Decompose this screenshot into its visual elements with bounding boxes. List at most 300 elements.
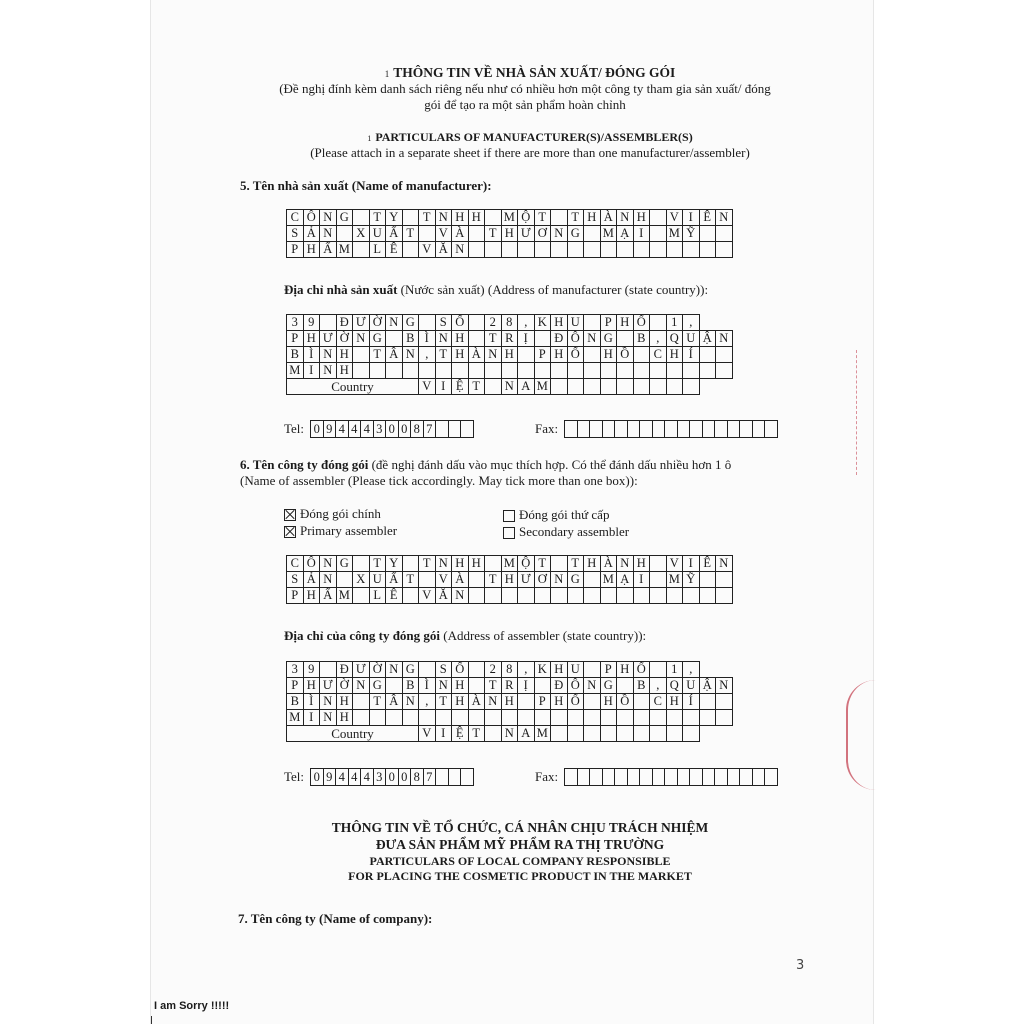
- grid-cell: [617, 678, 634, 694]
- grid-cell: L: [369, 588, 386, 604]
- grid-cell: 8: [501, 315, 518, 331]
- grid-cell: C: [287, 556, 304, 572]
- grid-cell: [633, 726, 650, 742]
- grid-cell: 2: [485, 315, 502, 331]
- grid-cell: Ờ: [336, 331, 353, 347]
- grid-cell: [650, 556, 667, 572]
- primary-assembler-checkbox-en[interactable]: [284, 526, 296, 538]
- manufacturer-name-grid: [286, 209, 733, 258]
- digit-box[interactable]: [765, 769, 778, 786]
- digit-box[interactable]: [461, 421, 474, 438]
- grid-cell: [650, 572, 667, 588]
- grid-cell: [633, 242, 650, 258]
- digit-box[interactable]: 7: [423, 421, 436, 438]
- grid-cell: [320, 315, 337, 331]
- grid-cell: Ạ: [617, 572, 634, 588]
- grid-cell: [551, 379, 568, 395]
- grid-cell: T: [485, 572, 502, 588]
- grid-cell: 3: [287, 315, 304, 331]
- grid-cell: [534, 331, 551, 347]
- section6-label-bold: 6. Tên công ty đóng gói: [240, 457, 369, 472]
- grid-cell: Ê: [386, 242, 403, 258]
- assembler-address-label-bold: Địa chỉ của công ty đóng gói: [284, 628, 441, 643]
- grid-cell: [716, 588, 733, 604]
- grid-cell: [551, 710, 568, 726]
- grid-row: [287, 588, 733, 604]
- digit-box[interactable]: [715, 769, 728, 786]
- primary-assembler-option-en[interactable]: [284, 523, 397, 539]
- grid-cell: 2: [485, 662, 502, 678]
- country-cell: M: [534, 379, 551, 395]
- grid-cell: [584, 694, 601, 710]
- grid-cell: U: [683, 331, 700, 347]
- grid-cell: Â: [386, 347, 403, 363]
- grid-cell: [353, 210, 370, 226]
- grid-cell: N: [320, 363, 337, 379]
- grid-cell: H: [633, 210, 650, 226]
- grid-cell: [468, 242, 485, 258]
- grid-cell: Ê: [699, 556, 716, 572]
- grid-cell: M: [287, 710, 304, 726]
- margin-mark: [151, 1016, 152, 1024]
- digit-box[interactable]: [665, 421, 678, 438]
- grid-cell: [419, 363, 436, 379]
- grid-cell: Ư: [518, 226, 535, 242]
- grid-cell: [485, 210, 502, 226]
- grid-cell: T: [369, 210, 386, 226]
- digit-box[interactable]: 4: [361, 421, 374, 438]
- digit-box[interactable]: [652, 769, 665, 786]
- grid-cell: [584, 572, 601, 588]
- grid-cell: Ô: [567, 678, 584, 694]
- section5-label-text: 5. Tên nhà sản xuất (Name of manufacturer):: [240, 178, 492, 193]
- grid-cell: [435, 363, 452, 379]
- digit-box[interactable]: [627, 421, 640, 438]
- en-header: [250, 128, 810, 146]
- grid-cell: [600, 710, 617, 726]
- grid-cell: [650, 226, 667, 242]
- digit-box[interactable]: [602, 769, 615, 786]
- grid-cell: [353, 347, 370, 363]
- section5-label: [240, 178, 492, 194]
- grid-cell: M: [336, 242, 353, 258]
- digit-box[interactable]: [752, 769, 765, 786]
- grid-cell: [650, 315, 667, 331]
- assembler-tel-boxes: [310, 768, 474, 786]
- digit-box[interactable]: [740, 421, 753, 438]
- grid-cell: [650, 588, 667, 604]
- grid-cell: N: [551, 572, 568, 588]
- grid-cell: G: [600, 331, 617, 347]
- grid-cell: G: [369, 678, 386, 694]
- grid-row: [287, 572, 733, 588]
- grid-cell: H: [666, 694, 683, 710]
- grid-cell: N: [485, 694, 502, 710]
- grid-cell: Ố: [567, 347, 584, 363]
- grid-cell: Ô: [303, 556, 320, 572]
- grid-cell: [650, 662, 667, 678]
- grid-cell: T: [485, 331, 502, 347]
- grid-cell: H: [452, 331, 469, 347]
- digit-box[interactable]: 0: [398, 769, 411, 786]
- grid-cell: [518, 242, 535, 258]
- grid-cell: B: [633, 331, 650, 347]
- vn-title-footnote: 1: [384, 69, 390, 79]
- country-cell: N: [501, 726, 518, 742]
- grid-row: [287, 347, 733, 363]
- grid-cell: [683, 363, 700, 379]
- grid-cell: [600, 379, 617, 395]
- primary-assembler-checkbox[interactable]: [284, 509, 296, 521]
- grid-cell: H: [468, 210, 485, 226]
- grid-cell: [468, 226, 485, 242]
- grid-cell: Ờ: [369, 662, 386, 678]
- grid-cell: [468, 588, 485, 604]
- secondary-assembler-option-vn[interactable]: [503, 507, 609, 523]
- grid-cell: [584, 379, 601, 395]
- grid-cell: [650, 242, 667, 258]
- footer-note: I am Sorry !!!!!: [154, 1000, 230, 1012]
- grid-cell: N: [320, 210, 337, 226]
- grid-cell: [534, 242, 551, 258]
- grid-cell: [353, 363, 370, 379]
- grid-cell: I: [633, 572, 650, 588]
- grid-cell: [485, 710, 502, 726]
- grid-cell: U: [567, 662, 584, 678]
- assembler-address-label: [284, 628, 646, 644]
- grid-cell: Ê: [699, 210, 716, 226]
- digit-box[interactable]: [461, 769, 474, 786]
- digit-box[interactable]: [727, 769, 740, 786]
- grid-cell: Ă: [435, 588, 452, 604]
- grid-cell: [551, 556, 568, 572]
- grid-row: [287, 242, 733, 258]
- country-cell: V: [419, 379, 436, 395]
- grid-cell: N: [617, 556, 634, 572]
- grid-cell: V: [666, 556, 683, 572]
- grid-cell: Ì: [303, 347, 320, 363]
- country-cell: M: [534, 726, 551, 742]
- grid-cell: H: [452, 678, 469, 694]
- country-cell: Ệ: [452, 726, 469, 742]
- grid-cell: N: [320, 572, 337, 588]
- grid-cell: Ì: [419, 331, 436, 347]
- en-note: (Please attach in a separate sheet if there are more than one manufacturer/assembler): [310, 145, 750, 160]
- digit-box[interactable]: [577, 421, 590, 438]
- grid-cell: M: [666, 572, 683, 588]
- primary-assembler-option-vn[interactable]: [284, 506, 381, 522]
- grid-cell: [369, 710, 386, 726]
- digit-box[interactable]: [690, 421, 703, 438]
- grid-cell: [534, 363, 551, 379]
- secondary-assembler-checkbox[interactable]: [503, 510, 515, 522]
- page-number: 3: [796, 958, 805, 973]
- grid-cell: [600, 242, 617, 258]
- box-row: [565, 769, 778, 786]
- digit-box[interactable]: [640, 769, 653, 786]
- grid-cell: [518, 363, 535, 379]
- grid-cell: [501, 710, 518, 726]
- country-cell: [485, 379, 502, 395]
- digit-box[interactable]: 4: [336, 769, 349, 786]
- digit-box[interactable]: [677, 769, 690, 786]
- digit-box[interactable]: [640, 421, 653, 438]
- stamp-fragment-upper: [856, 350, 875, 475]
- digit-box[interactable]: [615, 769, 628, 786]
- grid-row: [287, 226, 733, 242]
- manufacturer-address-label: [284, 282, 708, 298]
- assembler-fax-label: Fax:: [535, 769, 559, 784]
- grid-cell: M: [600, 572, 617, 588]
- grid-cell: T: [534, 210, 551, 226]
- grid-cell: Ấ: [386, 572, 403, 588]
- grid-cell: H: [551, 662, 568, 678]
- grid-cell: [419, 572, 436, 588]
- secondary-assembler-option-en[interactable]: [503, 524, 629, 540]
- grid-cell: [386, 678, 403, 694]
- grid-cell: P: [534, 347, 551, 363]
- digit-box[interactable]: [665, 769, 678, 786]
- grid-cell: À: [452, 226, 469, 242]
- grid-cell: L: [369, 242, 386, 258]
- digit-box[interactable]: [740, 769, 753, 786]
- grid-cell: [468, 678, 485, 694]
- grid-cell: [402, 556, 419, 572]
- grid-cell: [716, 226, 733, 242]
- grid-cell: H: [452, 210, 469, 226]
- grid-cell: Y: [386, 556, 403, 572]
- grid-cell: [534, 710, 551, 726]
- digit-box[interactable]: 9: [323, 769, 336, 786]
- grid-cell: H: [551, 694, 568, 710]
- grid-cell: T: [534, 556, 551, 572]
- digit-box[interactable]: [590, 769, 603, 786]
- grid-cell: [402, 242, 419, 258]
- grid-cell: M: [501, 556, 518, 572]
- secondary-assembler-vn-label: Đóng gói thứ cấp: [519, 507, 610, 522]
- grid-cell: H: [303, 242, 320, 258]
- country-label: Country: [287, 726, 419, 742]
- grid-cell: Ố: [633, 315, 650, 331]
- grid-cell: [518, 347, 535, 363]
- grid-cell: Â: [386, 694, 403, 710]
- grid-cell: [666, 363, 683, 379]
- grid-cell: [683, 379, 700, 395]
- secondary-assembler-checkbox-en[interactable]: [503, 527, 515, 539]
- stamp-fragment-lower: [846, 680, 876, 790]
- grid-cell: Ộ: [518, 210, 535, 226]
- digit-box[interactable]: [715, 421, 728, 438]
- digit-box[interactable]: 9: [323, 421, 336, 438]
- digit-box[interactable]: [752, 421, 765, 438]
- assembler-address-grid: [286, 661, 733, 742]
- digit-box[interactable]: [627, 769, 640, 786]
- grid-cell: [485, 556, 502, 572]
- grid-cell: [617, 331, 634, 347]
- grid-cell: [567, 363, 584, 379]
- grid-cell: À: [600, 210, 617, 226]
- digit-box[interactable]: 4: [361, 769, 374, 786]
- grid-cell: ,: [518, 315, 535, 331]
- grid-cell: [716, 242, 733, 258]
- grid-cell: [633, 379, 650, 395]
- grid-cell: Ả: [303, 572, 320, 588]
- grid-cell: V: [435, 226, 452, 242]
- grid-cell: I: [633, 226, 650, 242]
- grid-cell: S: [287, 572, 304, 588]
- grid-cell: H: [303, 588, 320, 604]
- grid-cell: Ư: [353, 315, 370, 331]
- digit-box[interactable]: [436, 769, 449, 786]
- grid-cell: [501, 588, 518, 604]
- grid-cell: [402, 710, 419, 726]
- grid-cell: V: [666, 210, 683, 226]
- grid-cell: [600, 363, 617, 379]
- grid-cell: P: [600, 662, 617, 678]
- digit-box[interactable]: [436, 421, 449, 438]
- digit-box[interactable]: 0: [386, 421, 399, 438]
- digit-box[interactable]: [690, 769, 703, 786]
- grid-cell: [683, 242, 700, 258]
- grid-cell: Í: [683, 694, 700, 710]
- grid-cell: Ờ: [369, 315, 386, 331]
- grid-cell: H: [468, 556, 485, 572]
- grid-cell: G: [402, 662, 419, 678]
- digit-box[interactable]: [565, 769, 578, 786]
- grid-cell: [551, 363, 568, 379]
- grid-cell: Ậ: [699, 331, 716, 347]
- grid-cell: [650, 210, 667, 226]
- grid-cell: [419, 226, 436, 242]
- grid-cell: [452, 710, 469, 726]
- digit-box[interactable]: [677, 421, 690, 438]
- grid-cell: 3: [287, 662, 304, 678]
- grid-cell: Ê: [386, 588, 403, 604]
- grid-cell: T: [567, 210, 584, 226]
- grid-cell: H: [452, 556, 469, 572]
- grid-cell: ,: [650, 331, 667, 347]
- digit-box[interactable]: [590, 421, 603, 438]
- vn-title: THÔNG TIN VỀ NHÀ SẢN XUẤT/ ĐÓNG GÓI: [393, 65, 676, 80]
- digit-box[interactable]: 3: [373, 769, 386, 786]
- grid-row: [287, 210, 733, 226]
- country-label: Country: [287, 379, 419, 395]
- grid-cell: [633, 588, 650, 604]
- grid-cell: P: [287, 242, 304, 258]
- grid-cell: [650, 726, 667, 742]
- grid-cell: N: [716, 678, 733, 694]
- grid-cell: H: [600, 347, 617, 363]
- grid-cell: [683, 726, 700, 742]
- digit-box[interactable]: 3: [373, 421, 386, 438]
- grid-cell: Ẩ: [320, 588, 337, 604]
- grid-cell: G: [336, 556, 353, 572]
- grid-cell: T: [369, 556, 386, 572]
- grid-cell: [584, 363, 601, 379]
- grid-cell: T: [435, 347, 452, 363]
- digit-box[interactable]: [577, 769, 590, 786]
- grid-cell: G: [336, 210, 353, 226]
- digit-box[interactable]: [702, 421, 715, 438]
- grid-cell: [617, 379, 634, 395]
- digit-box[interactable]: [565, 421, 578, 438]
- digit-box[interactable]: [448, 769, 461, 786]
- grid-cell: Ộ: [518, 556, 535, 572]
- grid-cell: [567, 726, 584, 742]
- grid-cell: I: [683, 210, 700, 226]
- grid-cell: 1: [666, 662, 683, 678]
- grid-cell: Ă: [435, 242, 452, 258]
- digit-box[interactable]: 0: [386, 769, 399, 786]
- manufacturer-address-label-rest: (Nước sản xuất) (Address of manufacturer (state country)):: [397, 282, 709, 297]
- local-company-vn-title-2: ĐƯA SẢN PHẨM MỸ PHẨM RA THỊ TRƯỜNG: [375, 837, 665, 852]
- grid-cell: Ạ: [617, 226, 634, 242]
- grid-cell: [534, 588, 551, 604]
- grid-cell: [617, 726, 634, 742]
- digit-box[interactable]: [765, 421, 778, 438]
- digit-box[interactable]: [702, 769, 715, 786]
- grid-cell: [683, 710, 700, 726]
- grid-cell: [699, 226, 716, 242]
- digit-box[interactable]: 4: [336, 421, 349, 438]
- grid-cell: Ố: [452, 315, 469, 331]
- digit-box[interactable]: 0: [398, 421, 411, 438]
- grid-cell: T: [435, 694, 452, 710]
- grid-cell: [551, 726, 568, 742]
- grid-cell: Đ: [336, 315, 353, 331]
- digit-box[interactable]: 0: [311, 421, 324, 438]
- grid-cell: Ơ: [534, 572, 551, 588]
- assembler-name-grid: [286, 555, 733, 604]
- grid-cell: N: [320, 556, 337, 572]
- digit-box[interactable]: [615, 421, 628, 438]
- digit-box[interactable]: [727, 421, 740, 438]
- grid-cell: K: [534, 315, 551, 331]
- grid-cell: [567, 242, 584, 258]
- grid-cell: H: [501, 226, 518, 242]
- grid-cell: [650, 710, 667, 726]
- manufacturer-fax-label: Fax:: [535, 421, 559, 436]
- digit-box[interactable]: [652, 421, 665, 438]
- digit-box[interactable]: 8: [411, 769, 424, 786]
- digit-box[interactable]: 8: [411, 421, 424, 438]
- grid-row: [287, 556, 733, 572]
- manufacturer-fax-boxes: [564, 420, 778, 438]
- country-cell: [485, 726, 502, 742]
- grid-cell: [716, 694, 733, 710]
- digit-box[interactable]: 4: [348, 769, 361, 786]
- digit-box[interactable]: [602, 421, 615, 438]
- grid-cell: N: [716, 556, 733, 572]
- digit-box[interactable]: 0: [311, 769, 324, 786]
- grid-cell: H: [501, 572, 518, 588]
- grid-cell: À: [452, 572, 469, 588]
- grid-cell: N: [320, 694, 337, 710]
- digit-box[interactable]: 4: [348, 421, 361, 438]
- digit-box[interactable]: 7: [423, 769, 436, 786]
- grid-cell: [468, 315, 485, 331]
- grid-cell: I: [303, 363, 320, 379]
- grid-cell: B: [287, 347, 304, 363]
- grid-cell: À: [468, 347, 485, 363]
- grid-cell: U: [567, 315, 584, 331]
- grid-cell: N: [353, 331, 370, 347]
- grid-cell: C: [287, 210, 304, 226]
- grid-cell: [666, 379, 683, 395]
- grid-cell: [617, 588, 634, 604]
- digit-box[interactable]: [448, 421, 461, 438]
- grid-cell: Ỹ: [683, 572, 700, 588]
